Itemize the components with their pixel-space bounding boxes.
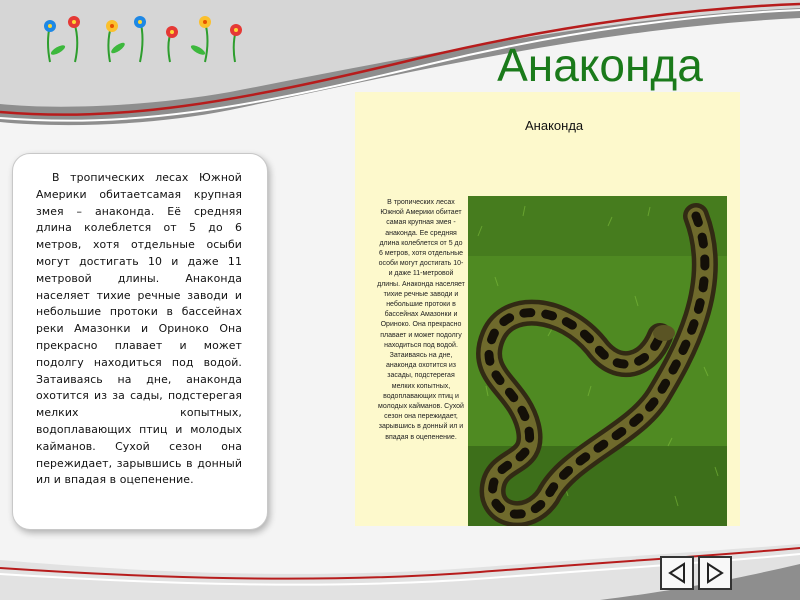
anaconda-photo	[468, 196, 727, 526]
slide-title: Анаконда	[497, 39, 703, 91]
info-panel	[355, 92, 740, 526]
description-text: В тропических лесах Южной Америки обитаетсамая крупная змея – анаконда. Её средняя длина колеблется от 5 до 6 метров, хотя отдельные осыби могут достигать 10 и даже 11 метровой длины. Анаконда населяет тихие речные заводи и небольшие протоки в бассейнах реки Амазонки и Ориноко Она прекрасно плавает и может подолгу находиться под водой. Затаиваясь на дне, анаконда охотится из за сады, подстерегая мелких копытных, водоплавающих птиц и молодых кайманов. Сухой сезон она пережидает, зарывшись в донный ил и впадая в оцепенение.	[36, 171, 242, 487]
navigation	[660, 556, 732, 590]
panel-description: В тропических лесах Южной Америки обитает самая крупная змея - анаконда. Ее средняя длина колеблется от 5 до 6 метров, хотя отдельные особи могут достигать 10- и даже 11-метровой длины. Анаконда населяет тихие речные заводи и небольшие протоки в бассейнах Амазонки и Ориноко. Она прекрасно плавает и может подолгу находиться под водой. Затаиваясь на дне, анаконда охотится из засады, подстерегая мелких копытных, водоплавающих птиц и молодых кайманов. Сухой сезон она пережидает, зарывшись в донный ил и впадая в оцепенение.	[377, 199, 465, 441]
prev-arrow-icon	[664, 560, 690, 586]
prev-button[interactable]	[660, 556, 694, 590]
next-arrow-icon	[702, 560, 728, 586]
panel-title: Анаконда	[525, 118, 584, 133]
next-button[interactable]	[698, 556, 732, 590]
